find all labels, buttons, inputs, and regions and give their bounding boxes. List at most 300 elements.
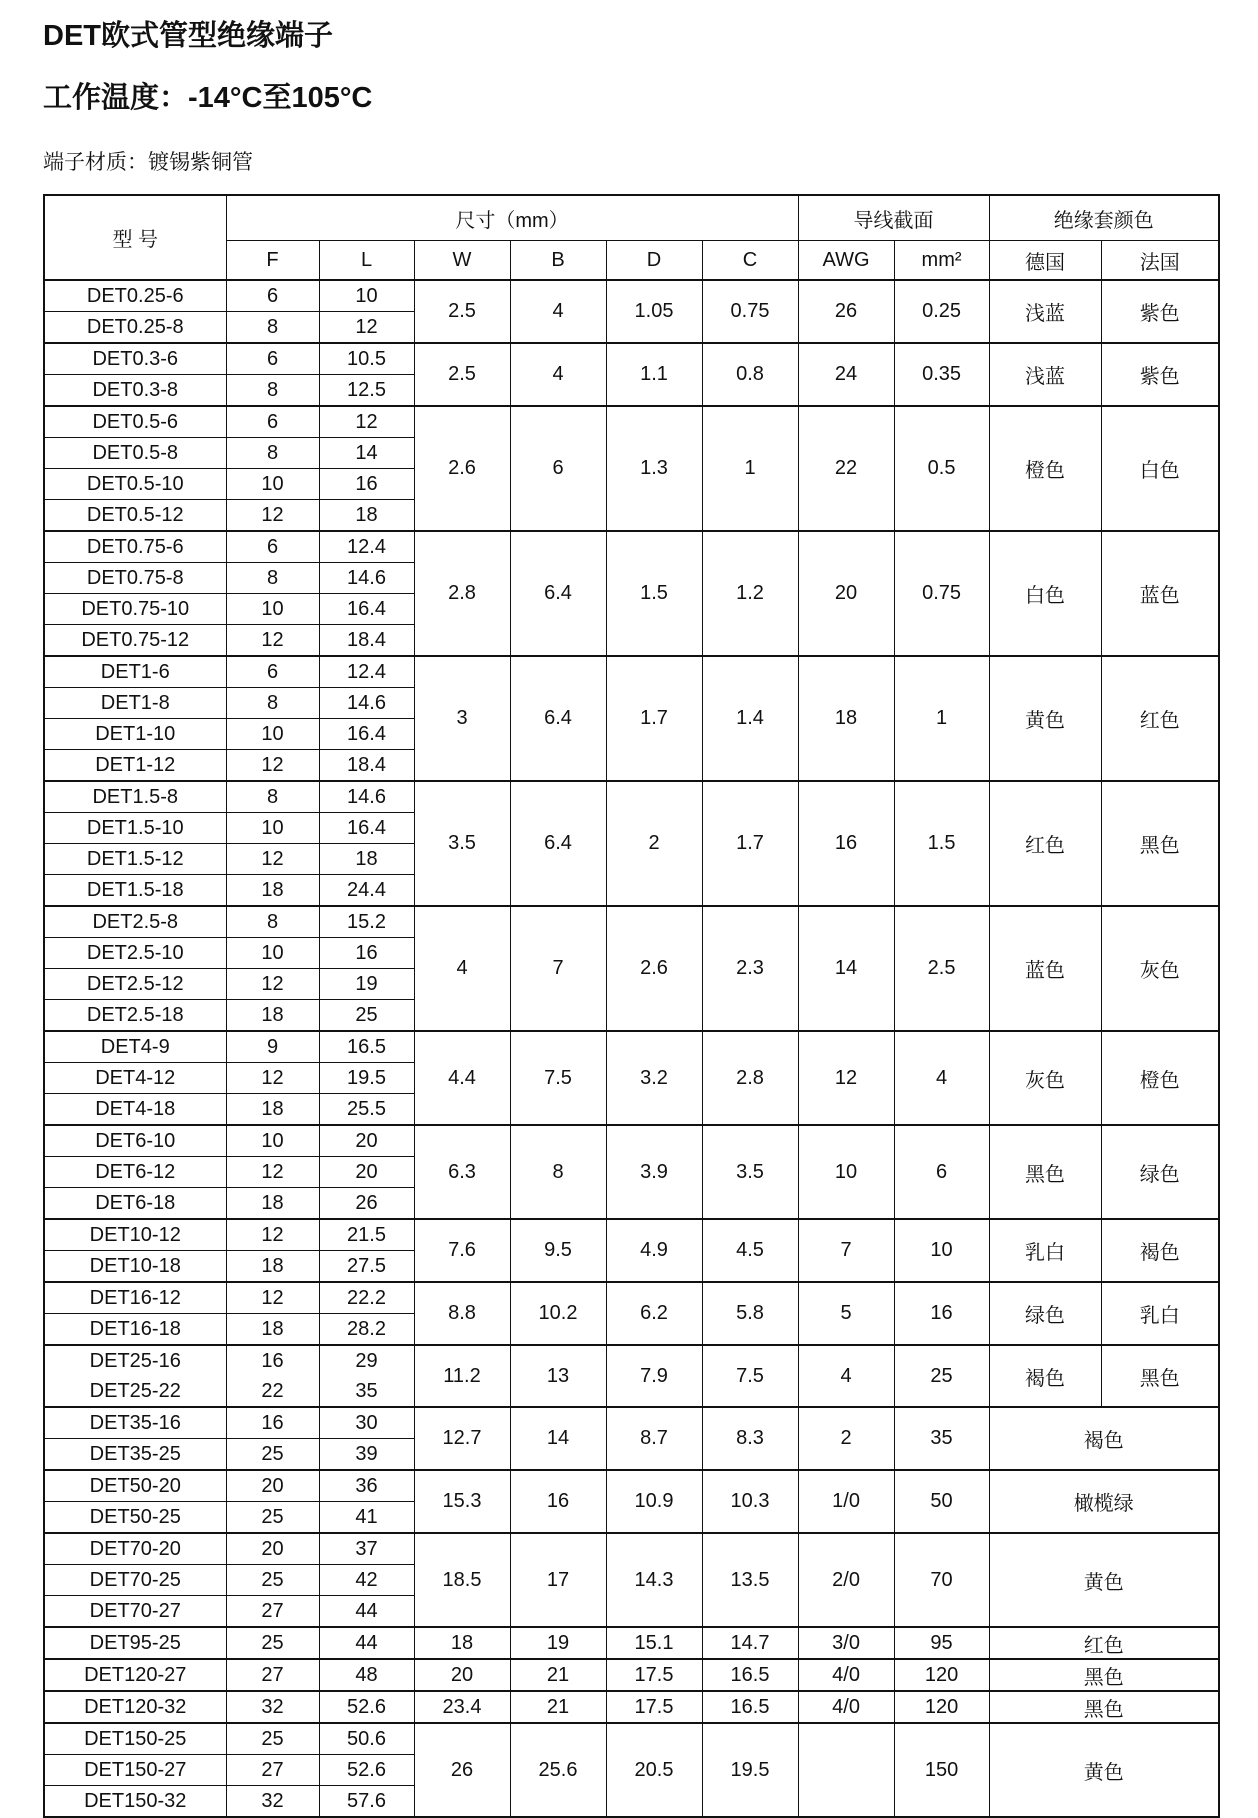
l-cell: 27.5 [319,1251,414,1283]
f-cell: 12 [226,625,319,657]
b-cell: 10.2 [510,1282,606,1345]
f-cell: 32 [226,1691,319,1723]
f-cell: 12 [226,750,319,782]
header-dimensions-cell: 尺寸（mm） [226,195,798,241]
w-cell: 2.5 [414,343,510,406]
d-cell: 15.1 [606,1627,702,1659]
model-cell: DET0.5-6 [44,406,226,438]
model-cell: DET50-20 [44,1470,226,1502]
c-cell: 3.5 [702,1125,798,1219]
d-cell: 3.9 [606,1125,702,1219]
f-cell: 20 [226,1533,319,1565]
mm2-cell: 70 [894,1533,989,1627]
header-model-cell: 型 号 [44,195,226,280]
germany-color-cell: 浅蓝 [989,343,1101,406]
table-row [44,1407,1219,1439]
c-cell: 0.75 [702,280,798,343]
d-cell: 7.9 [606,1345,702,1407]
b-cell: 4 [510,343,606,406]
mm2-cell: 0.35 [894,343,989,406]
c-cell: 1.4 [702,656,798,781]
mm2-cell: 4 [894,1031,989,1125]
l-cell: 16.4 [319,594,414,625]
france-color-cell: 褐色 [1101,1219,1219,1282]
color-cell: 黑色 [989,1691,1219,1723]
model-cell: DET1-6 [44,656,226,688]
germany-color-cell: 褐色 [989,1345,1101,1407]
l-cell: 30 [319,1407,414,1439]
f-cell: 8 [226,781,319,813]
l-cell: 16.5 [319,1031,414,1063]
model-cell: DET70-20 [44,1533,226,1565]
model-cell: DET120-32 [44,1691,226,1723]
header-wire-section-cell: 导线截面 [798,195,989,241]
f-cell: 27 [226,1755,319,1786]
awg-cell: 3/0 [798,1627,894,1659]
f-cell: 12 [226,1219,319,1251]
model-cell: DET150-27 [44,1755,226,1786]
model-cell: DET150-32 [44,1786,226,1818]
header-sub-l: L [319,241,414,281]
spec-table-body [44,280,1219,1817]
f-cell: 25 [226,1502,319,1534]
f-cell: 6 [226,656,319,688]
model-cell: DET16-12 [44,1282,226,1314]
l-cell: 22.2 [319,1282,414,1314]
d-cell: 1.5 [606,531,702,656]
f-cell: 12 [226,1063,319,1094]
awg-cell: 22 [798,406,894,531]
france-color-cell: 红色 [1101,656,1219,781]
f-cell: 32 [226,1786,319,1818]
c-cell: 0.8 [702,343,798,406]
header-sub-b: B [510,241,606,281]
d-cell: 10.9 [606,1470,702,1533]
f-cell: 25 [226,1723,319,1755]
d-cell: 17.5 [606,1659,702,1691]
germany-color-cell: 白色 [989,531,1101,656]
germany-color-cell: 蓝色 [989,906,1101,1031]
mm2-cell: 95 [894,1627,989,1659]
mm2-cell: 16 [894,1282,989,1345]
b-cell: 16 [510,1470,606,1533]
b-cell: 19 [510,1627,606,1659]
f-cell: 9 [226,1031,319,1063]
l-cell: 37 [319,1533,414,1565]
model-cell: DET120-27 [44,1659,226,1691]
color-cell: 红色 [989,1627,1219,1659]
model-cell: DET0.75-8 [44,563,226,594]
f-cell: 18 [226,875,319,907]
header-sub-d: D [606,241,702,281]
f-cell: 27 [226,1596,319,1628]
l-cell: 50.6 [319,1723,414,1755]
w-cell: 20 [414,1659,510,1691]
l-cell: 10 [319,280,414,312]
color-cell: 褐色 [989,1407,1219,1470]
header-insulation-color-cell: 绝缘套颜色 [989,195,1219,241]
w-cell: 15.3 [414,1470,510,1533]
b-cell: 6.4 [510,531,606,656]
w-cell: 2.8 [414,531,510,656]
model-cell: DET25-22 [44,1376,226,1407]
d-cell: 1.05 [606,280,702,343]
germany-color-cell: 浅蓝 [989,280,1101,343]
d-cell: 3.2 [606,1031,702,1125]
l-cell: 16 [319,469,414,500]
model-cell: DET0.5-12 [44,500,226,532]
c-cell: 16.5 [702,1691,798,1723]
model-cell: DET35-25 [44,1439,226,1471]
table-row [44,531,1219,563]
l-cell: 16.4 [319,719,414,750]
header-row-groups [44,195,1219,241]
table-row [44,1723,1219,1755]
b-cell: 6.4 [510,656,606,781]
table-row [44,1659,1219,1691]
f-cell: 6 [226,406,319,438]
b-cell: 6 [510,406,606,531]
awg-cell: 18 [798,656,894,781]
germany-color-cell: 黑色 [989,1125,1101,1219]
france-color-cell: 蓝色 [1101,531,1219,656]
model-cell: DET16-18 [44,1314,226,1346]
f-cell: 6 [226,343,319,375]
l-cell: 52.6 [319,1755,414,1786]
w-cell: 7.6 [414,1219,510,1282]
model-cell: DET150-25 [44,1723,226,1755]
f-cell: 10 [226,1125,319,1157]
awg-cell: 12 [798,1031,894,1125]
table-row [44,1031,1219,1063]
header-sub-awg: AWG [798,241,894,281]
france-color-cell: 黑色 [1101,781,1219,906]
f-cell: 10 [226,469,319,500]
model-cell: DET0.25-8 [44,312,226,344]
f-cell: 22 [226,1376,319,1407]
w-cell: 4.4 [414,1031,510,1125]
model-cell: DET0.3-6 [44,343,226,375]
c-cell: 10.3 [702,1470,798,1533]
model-cell: DET50-25 [44,1502,226,1534]
l-cell: 36 [319,1470,414,1502]
model-cell: DET4-12 [44,1063,226,1094]
france-color-cell: 白色 [1101,406,1219,531]
w-cell: 6.3 [414,1125,510,1219]
color-cell: 黄色 [989,1723,1219,1817]
mm2-cell: 120 [894,1691,989,1723]
l-cell: 14.6 [319,781,414,813]
f-cell: 16 [226,1345,319,1376]
l-cell: 39 [319,1439,414,1471]
header-sub-f: F [226,241,319,281]
table-row [44,1627,1219,1659]
color-cell: 橄榄绿 [989,1470,1219,1533]
model-cell: DET6-12 [44,1157,226,1188]
model-cell: DET35-16 [44,1407,226,1439]
c-cell: 14.7 [702,1627,798,1659]
d-cell: 14.3 [606,1533,702,1627]
l-cell: 20 [319,1125,414,1157]
l-cell: 35 [319,1376,414,1407]
l-cell: 18.4 [319,750,414,782]
l-cell: 16 [319,938,414,969]
france-color-cell: 黑色 [1101,1345,1219,1407]
l-cell: 19.5 [319,1063,414,1094]
model-cell: DET1.5-18 [44,875,226,907]
header-sub-mm2: mm² [894,241,989,281]
model-cell: DET25-16 [44,1345,226,1376]
f-cell: 8 [226,438,319,469]
w-cell: 23.4 [414,1691,510,1723]
w-cell: 11.2 [414,1345,510,1407]
b-cell: 9.5 [510,1219,606,1282]
model-cell: DET6-18 [44,1188,226,1220]
l-cell: 18.4 [319,625,414,657]
france-color-cell: 乳白 [1101,1282,1219,1345]
f-cell: 10 [226,938,319,969]
model-cell: DET0.75-12 [44,625,226,657]
f-cell: 8 [226,688,319,719]
f-cell: 8 [226,563,319,594]
mm2-cell: 6 [894,1125,989,1219]
mm2-cell: 150 [894,1723,989,1817]
table-row [44,1219,1219,1251]
table-row [44,280,1219,312]
table-row [44,906,1219,938]
b-cell: 8 [510,1125,606,1219]
f-cell: 10 [226,813,319,844]
mm2-cell: 1 [894,656,989,781]
model-cell: DET0.75-10 [44,594,226,625]
working-temperature: 工作温度：-14°C至105°C [43,82,373,114]
d-cell: 4.9 [606,1219,702,1282]
model-cell: DET10-18 [44,1251,226,1283]
germany-color-cell: 红色 [989,781,1101,906]
f-cell: 18 [226,1188,319,1220]
f-cell: 12 [226,500,319,532]
awg-cell: 26 [798,280,894,343]
model-cell: DET1-8 [44,688,226,719]
f-cell: 12 [226,1157,319,1188]
l-cell: 10.5 [319,343,414,375]
f-cell: 18 [226,1000,319,1032]
awg-cell: 20 [798,531,894,656]
f-cell: 8 [226,312,319,344]
f-cell: 25 [226,1565,319,1596]
awg-cell: 7 [798,1219,894,1282]
l-cell: 25 [319,1000,414,1032]
mm2-cell: 120 [894,1659,989,1691]
model-cell: DET0.25-6 [44,280,226,312]
c-cell: 7.5 [702,1345,798,1407]
l-cell: 29 [319,1345,414,1376]
mm2-cell: 35 [894,1407,989,1470]
l-cell: 52.6 [319,1691,414,1723]
f-cell: 27 [226,1659,319,1691]
c-cell: 16.5 [702,1659,798,1691]
l-cell: 12.4 [319,656,414,688]
w-cell: 26 [414,1723,510,1817]
f-cell: 16 [226,1407,319,1439]
w-cell: 3 [414,656,510,781]
awg-cell: 4 [798,1345,894,1407]
f-cell: 12 [226,844,319,875]
mm2-cell: 0.25 [894,280,989,343]
b-cell: 21 [510,1659,606,1691]
l-cell: 21.5 [319,1219,414,1251]
b-cell: 14 [510,1407,606,1470]
w-cell: 4 [414,906,510,1031]
awg-cell: 2/0 [798,1533,894,1627]
b-cell: 4 [510,280,606,343]
d-cell: 8.7 [606,1407,702,1470]
model-cell: DET0.5-8 [44,438,226,469]
model-cell: DET0.75-6 [44,531,226,563]
w-cell: 18.5 [414,1533,510,1627]
l-cell: 12 [319,406,414,438]
awg-cell: 24 [798,343,894,406]
l-cell: 25.5 [319,1094,414,1126]
b-cell: 25.6 [510,1723,606,1817]
mm2-cell: 2.5 [894,906,989,1031]
f-cell: 12 [226,969,319,1000]
f-cell: 18 [226,1251,319,1283]
w-cell: 8.8 [414,1282,510,1345]
l-cell: 15.2 [319,906,414,938]
mm2-cell: 1.5 [894,781,989,906]
b-cell: 7 [510,906,606,1031]
color-cell: 黄色 [989,1533,1219,1627]
model-cell: DET2.5-10 [44,938,226,969]
germany-color-cell: 乳白 [989,1219,1101,1282]
spec-table [43,194,1220,1818]
b-cell: 17 [510,1533,606,1627]
f-cell: 25 [226,1439,319,1471]
d-cell: 17.5 [606,1691,702,1723]
f-cell: 25 [226,1627,319,1659]
model-cell: DET1-12 [44,750,226,782]
c-cell: 2.8 [702,1031,798,1125]
l-cell: 12.5 [319,375,414,407]
table-row [44,1125,1219,1157]
model-cell: DET4-18 [44,1094,226,1126]
spec-table-header [44,195,1219,280]
header-sub-c: C [702,241,798,281]
model-cell: DET70-25 [44,1565,226,1596]
b-cell: 7.5 [510,1031,606,1125]
d-cell: 2 [606,781,702,906]
material-note: 端子材质：镀锡紫铜管 [43,151,253,174]
mm2-cell: 0.75 [894,531,989,656]
awg-cell: 4/0 [798,1691,894,1723]
f-cell: 6 [226,531,319,563]
table-row [44,1282,1219,1314]
w-cell: 12.7 [414,1407,510,1470]
page-title: DET欧式管型绝缘端子 [43,20,334,52]
f-cell: 6 [226,280,319,312]
d-cell: 2.6 [606,906,702,1031]
f-cell: 8 [226,906,319,938]
model-cell: DET6-10 [44,1125,226,1157]
table-row [44,781,1219,813]
awg-cell: 4/0 [798,1659,894,1691]
table-row [44,343,1219,375]
l-cell: 26 [319,1188,414,1220]
model-cell: DET2.5-12 [44,969,226,1000]
w-cell: 18 [414,1627,510,1659]
model-cell: DET4-9 [44,1031,226,1063]
model-cell: DET70-27 [44,1596,226,1628]
l-cell: 12.4 [319,531,414,563]
f-cell: 18 [226,1094,319,1126]
f-cell: 10 [226,719,319,750]
c-cell: 2.3 [702,906,798,1031]
table-row [44,1533,1219,1565]
c-cell: 8.3 [702,1407,798,1470]
france-color-cell: 紫色 [1101,280,1219,343]
france-color-cell: 紫色 [1101,343,1219,406]
table-row [44,1345,1219,1376]
france-color-cell: 灰色 [1101,906,1219,1031]
d-cell: 1.3 [606,406,702,531]
header-sub-germany: 德国 [989,241,1101,281]
awg-cell: 14 [798,906,894,1031]
mm2-cell: 25 [894,1345,989,1407]
b-cell: 21 [510,1691,606,1723]
table-row [44,1691,1219,1723]
awg-cell: 2 [798,1407,894,1470]
color-cell: 黑色 [989,1659,1219,1691]
awg-cell: 1/0 [798,1470,894,1533]
france-color-cell: 橙色 [1101,1031,1219,1125]
l-cell: 24.4 [319,875,414,907]
f-cell: 10 [226,594,319,625]
mm2-cell: 50 [894,1470,989,1533]
model-cell: DET1.5-10 [44,813,226,844]
l-cell: 14.6 [319,563,414,594]
germany-color-cell: 橙色 [989,406,1101,531]
f-cell: 8 [226,375,319,407]
model-cell: DET10-12 [44,1219,226,1251]
model-cell: DET1.5-12 [44,844,226,875]
table-row [44,1470,1219,1502]
l-cell: 16.4 [319,813,414,844]
germany-color-cell: 绿色 [989,1282,1101,1345]
model-cell: DET0.3-8 [44,375,226,407]
l-cell: 14 [319,438,414,469]
awg-cell: 10 [798,1125,894,1219]
l-cell: 28.2 [319,1314,414,1346]
mm2-cell: 10 [894,1219,989,1282]
l-cell: 44 [319,1596,414,1628]
awg-cell [798,1723,894,1817]
c-cell: 1.7 [702,781,798,906]
awg-cell: 16 [798,781,894,906]
l-cell: 19 [319,969,414,1000]
germany-color-cell: 灰色 [989,1031,1101,1125]
table-row [44,656,1219,688]
germany-color-cell: 黄色 [989,656,1101,781]
table-row [44,406,1219,438]
model-cell: DET1-10 [44,719,226,750]
model-cell: DET95-25 [44,1627,226,1659]
l-cell: 12 [319,312,414,344]
f-cell: 20 [226,1470,319,1502]
model-cell: DET2.5-18 [44,1000,226,1032]
model-cell: DET2.5-8 [44,906,226,938]
awg-cell: 5 [798,1282,894,1345]
